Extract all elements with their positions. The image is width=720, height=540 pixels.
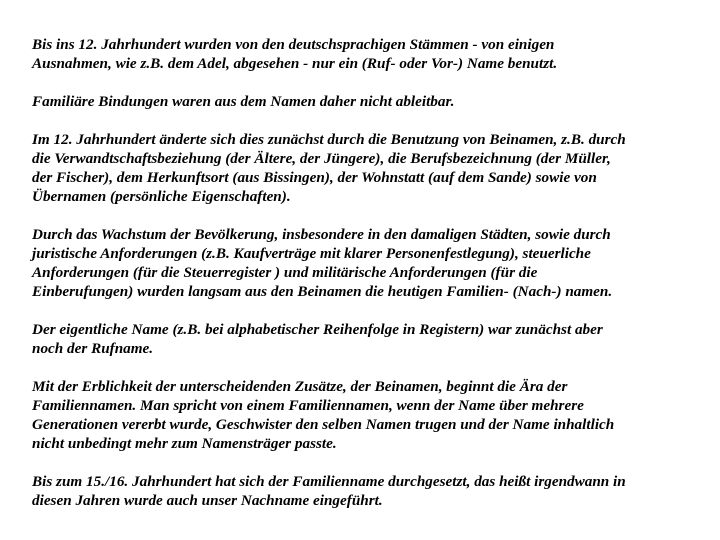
- text-line: Der eigentliche Name (z.B. bei alphabetischer Reihenfolge in Registern) war zunächst aber: [32, 321, 603, 338]
- text-line: Übernamen (persönliche Eigenschaften).: [32, 188, 291, 205]
- text-line: nicht unbedingt mehr zum Namensträger passte.: [32, 435, 337, 452]
- text-line: Familiennamen. Man spricht von einem Familiennamen, wenn der Name über mehrere: [32, 397, 584, 414]
- text-line: die Verwandtschaftsbeziehung (der Ältere, der Jüngere), die Berufsbezeichnung (der Müller,: [32, 150, 611, 167]
- text-line: Bis zum 15./16. Jahrhundert hat sich der Familienname durchgesetzt, das heißt irgendwann in: [32, 473, 626, 490]
- text-line: Mit der Erblichkeit der unterscheidenden Zusätze, der Beinamen, beginnt die Ära der: [32, 378, 568, 395]
- text-line: Einberufungen) wurden langsam aus den Beinamen die heutigen Familien- (Nach-) namen.: [32, 283, 613, 300]
- text-line: Im 12. Jahrhundert änderte sich dies zunächst durch die Benutzung von Beinamen, z.B. durch: [32, 131, 626, 148]
- paragraph-7: [32, 472, 702, 510]
- document-body: [32, 35, 702, 529]
- text-line: Durch das Wachstum der Bevölkerung, insbesondere in den damaligen Städten, sowie durch: [32, 226, 611, 243]
- paragraph-2: [32, 92, 702, 111]
- paragraph-6: [32, 377, 702, 453]
- paragraph-3: [32, 130, 702, 206]
- text-line: Familiäre Bindungen waren aus dem Namen daher nicht ableitbar.: [32, 93, 455, 110]
- paragraph-5: [32, 320, 702, 358]
- text-line: diesen Jahren wurde auch unser Nachname eingeführt.: [32, 492, 383, 509]
- text-line: noch der Rufname.: [32, 340, 154, 357]
- text-line: Bis ins 12. Jahrhundert wurden von den deutschsprachigen Stämmen - von einigen: [32, 36, 555, 53]
- text-line: juristische Anforderungen (z.B. Kaufverträge mit klarer Personenfestlegung), steuerliche: [32, 245, 591, 262]
- text-line: Ausnahmen, wie z.B. dem Adel, abgesehen - nur ein (Ruf- oder Vor-) Name benutzt.: [32, 55, 558, 72]
- text-line: der Fischer), dem Herkunftsort (aus Bissingen), der Wohnstatt (auf dem Sande) sowie von: [32, 169, 597, 186]
- text-line: Generationen vererbt wurde, Geschwister den selben Namen trugen und der Name inhaltlich: [32, 416, 615, 433]
- paragraph-1: [32, 35, 702, 73]
- text-line: Anforderungen (für die Steuerregister ) und militärische Anforderungen (für die: [32, 264, 538, 281]
- paragraph-4: [32, 225, 702, 301]
